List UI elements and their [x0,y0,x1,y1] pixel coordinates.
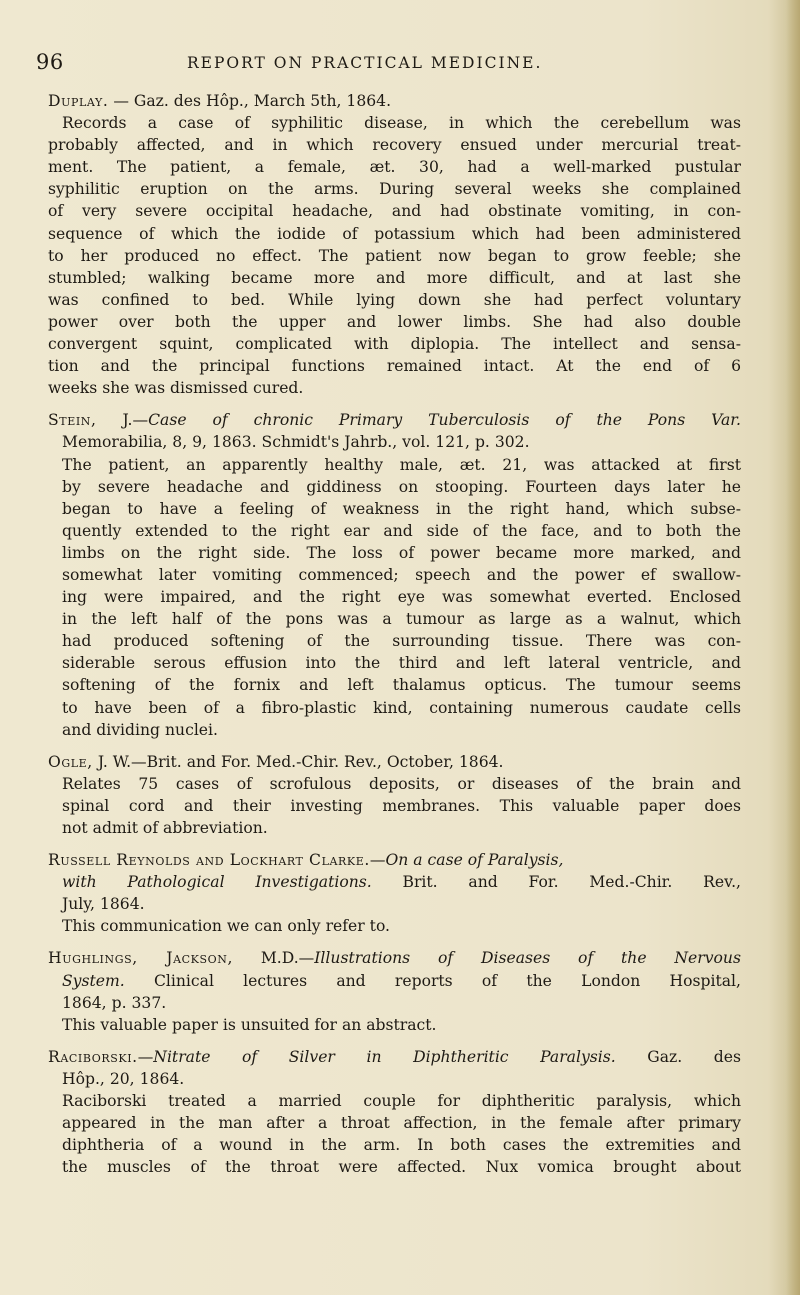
citation-line [48,871,741,893]
page-header [36,50,736,80]
abstract-line: somewhat later vomiting commenced; speech and the power ef swallow- [62,565,741,584]
abstract-line: was confined to bed. While lying down she had perfect voluntary [48,290,741,309]
abstract-line: to her produced no effect. The patient now began to grow feeble; she [48,246,741,265]
citation-text: — [137,1047,154,1066]
bibliography-entry [48,409,741,740]
abstract-line: had produced softening of the surrounding tissue. There was con- [62,632,741,651]
bibliography-entry [48,947,741,1035]
abstract-line: not admit of abbreviation. [62,819,268,837]
abstract-line: tion and the principal functions remained intact. At the end of 6 [48,357,741,376]
citation-line [48,849,741,871]
abstract-line: power over both the upper and lower limbs. She had also double [48,312,741,331]
bibliography-entry [48,1046,741,1179]
abstract-line: to have been of a fibro-plastic kind, containing numerous caudate cells [62,698,741,717]
citation-line: July, 1864. [62,895,145,914]
citation-text: — Gaz. des Hôp., March 5th, 1864. [108,92,392,110]
abstract-line: probably affected, and in which recovery ensued under mercurial treat- [48,136,741,155]
running-head: REPORT ON PRACTICAL MEDICINE. [187,54,543,72]
bibliography-entry [48,751,741,839]
abstract-line: siderable serous effusion into the third and left lateral ventricle, and [62,654,741,673]
abstract-line: by severe headache and giddiness on stooping. Fourteen days later he [62,477,741,496]
bibliography-entry [48,849,741,937]
citation-line [48,90,741,112]
citation-text: Brit. and For. Med.-Chir. Rev., [371,873,741,892]
entry-author: Ogle, [48,752,93,771]
citation-text: J. W.—Brit. and For. Med.-Chir. Rev., October, 1864. [92,752,504,771]
citation-line [48,947,741,969]
abstract-line: diphtheria of a wound in the arm. In both cases the extremities and [62,1136,741,1155]
entry-author: Russell Reynolds and Lockhart Clarke. [48,851,370,870]
abstract-line: appeared in the man after a throat affection, in the female after primary [62,1114,741,1133]
citation-text: Gaz. des [615,1047,741,1066]
citation-title: with Pathological Investigations. [62,873,372,892]
citation-title: Nitrate of Silver in Diphtheritic Paralysis. [153,1047,616,1066]
abstract-line: ing were impaired, and the right eye was somewhat everted. Enclosed [62,588,741,607]
entry-author: Hughlings, Jackson, [48,949,233,968]
citation-line [48,409,741,431]
citation-title: Illustrations of Diseases of the Nervous [314,949,741,968]
abstract-line: convergent squint, complicated with diplopia. The intellect and sensa- [48,335,741,354]
abstract-line: ment. The patient, a female, æt. 30, had a well-marked pustular [48,158,741,177]
abstract-line: quently extended to the right ear and side of the face, and to both the [62,521,741,540]
citation-line: Memorabilia, 8, 9, 1863. Schmidt's Jahrb., vol. 121, p. 302. [62,433,530,452]
citation-line [48,970,741,992]
abstract-line: Records a case of syphilitic disease, in which the cerebellum was [62,114,741,133]
abstract-line: softening of the fornix and left thalamus opticus. The tumour seems [62,676,741,695]
citation-text: J.— [96,411,149,430]
abstract-line: in the left half of the pons was a tumour as large as a walnut, which [62,610,741,629]
abstract-line: of very severe occipital headache, and had obstinate vomiting, in con- [48,202,741,221]
citation-title: System. [62,971,125,990]
citation-title: Case of chronic Primary Tuberculosis of the Pons Var. [148,411,741,430]
page-number: 96 [36,50,64,74]
abstract-line: Relates 75 cases of scrofulous deposits, or diseases of the brain and [62,774,741,793]
citation-text: — [369,851,386,870]
citation-line [48,751,741,773]
citation-line [48,1046,741,1068]
abstract-line: began to have a feeling of weakness in the right hand, which subse- [62,499,741,518]
citation-text: Clinical lectures and reports of the London Hospital, [124,971,741,990]
page-edge-shadow [786,0,800,1295]
citation-text: M.D.— [233,949,315,968]
entry-author: Stein, [48,411,97,430]
abstract-line: stumbled; walking became more and more difficult, and at last she [48,268,741,287]
abstract-line: The patient, an apparently healthy male, æt. 21, was attacked at first [62,455,741,474]
entry-author: Raciborski. [48,1047,138,1066]
abstract-line: limbs on the right side. The loss of power became more marked, and [62,543,741,562]
abstract-line: Raciborski treated a married couple for diphtheritic paralysis, which [62,1092,741,1111]
abstract-line: This valuable paper is unsuited for an abstract. [62,1015,437,1034]
abstract-line: the muscles of the throat were affected. Nux vomica brought about [62,1158,741,1177]
abstract-line: spinal cord and their investing membranes. This valuable paper does [62,796,741,815]
citation-line: Hôp., 20, 1864. [62,1069,185,1088]
document-body [48,90,741,1188]
citation-title: On a case of Paralysis, [385,851,564,870]
abstract-line: sequence of which the iodide of potassium which had been administered [48,224,741,243]
bibliography-entry [48,90,741,399]
abstract-line: weeks she was dismissed cured. [48,379,304,398]
entry-author: Duplay. [48,92,109,110]
citation-line: 1864, p. 337. [62,993,167,1012]
abstract-line: syphilitic eruption on the arms. During several weeks she complained [48,180,741,199]
abstract-line: This communication we can only refer to. [62,917,391,936]
abstract-line: and dividing nuclei. [62,720,218,739]
